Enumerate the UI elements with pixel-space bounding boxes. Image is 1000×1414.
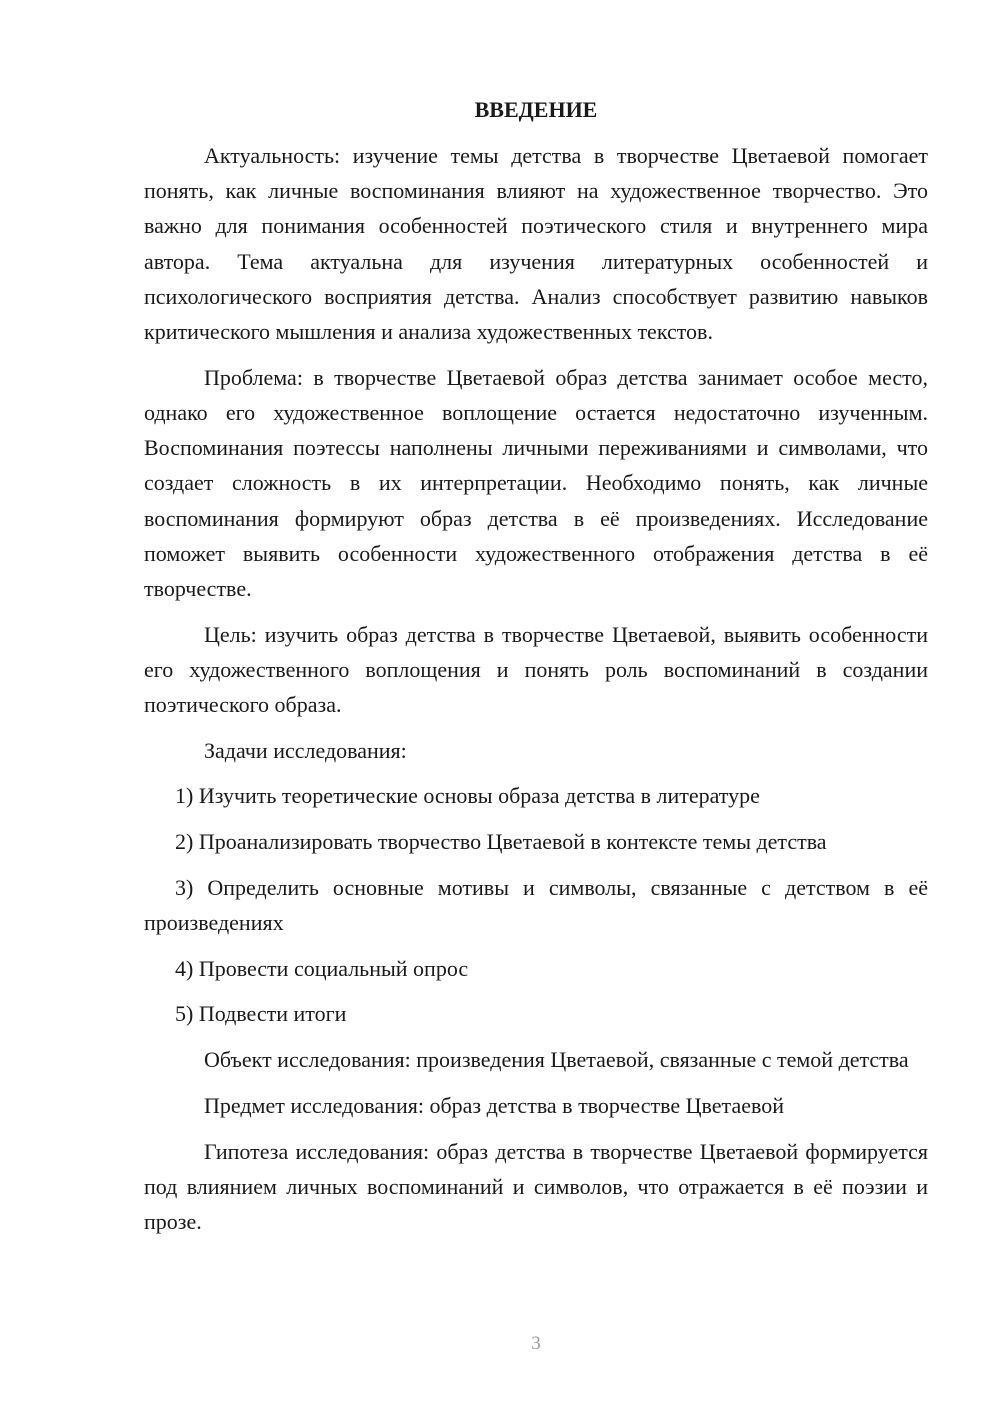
goal-paragraph: Цель: изучить образ детства в творчестве Цветаевой, выявить особенности его художественного воплощения и понять роль воспоминаний в создании поэтического образа. xyxy=(144,621,928,718)
task-item-2: 2) Проанализировать творчество Цветаевой в контексте темы детства xyxy=(175,829,827,855)
tasks-heading: Задачи исследования: xyxy=(204,737,407,763)
task-item-3: 3) Определить основные мотивы и символы, связанные с детством в её произведениях xyxy=(144,874,928,936)
page-number: 3 xyxy=(531,1333,541,1354)
problem-paragraph: Проблема: в творчестве Цветаевой образ детства занимает особое место, однако его художественное воплощение остается недостаточно изученным. Воспоминания поэтессы наполнены личными переживаниями и символами, что создает сложность в их интерпретации. Необходимо понять, как личные воспоминания формируют образ детства в её произведениях. Исследование поможет выявить особенности художественного отображения детства в её творчестве. xyxy=(144,364,928,601)
task-item-1: 1) Изучить теоретические основы образа детства в литературе xyxy=(175,783,760,809)
object-paragraph: Объект исследования: произведения Цветаевой, связанные с темой детства xyxy=(204,1047,909,1073)
hypothesis-paragraph: Гипотеза исследования: образ детства в творчестве Цветаевой формируется под влиянием личных воспоминаний и символов, что отражается в её поэзии и прозе. xyxy=(144,1138,928,1234)
task-item-5: 5) Подвести итоги xyxy=(175,1001,347,1027)
task-item-4: 4) Провести социальный опрос xyxy=(175,955,469,981)
subject-paragraph: Предмет исследования: образ детства в творчестве Цветаевой xyxy=(204,1092,784,1118)
relevance-paragraph: Актуальность: изучение темы детства в творчестве Цветаевой помогает понять, как личные воспоминания влияют на художественное творчество. Это важно для понимания особенностей поэтического стиля и внутреннего мира автора. Тема актуальна для изучения литературных особенностей и психологического восприятия детства. Анализ способствует развитию навыков критического мышления и анализа художественных текстов. xyxy=(144,143,928,345)
page-content xyxy=(144,96,928,1250)
section-heading: ВВЕДЕНИЕ xyxy=(474,97,598,122)
